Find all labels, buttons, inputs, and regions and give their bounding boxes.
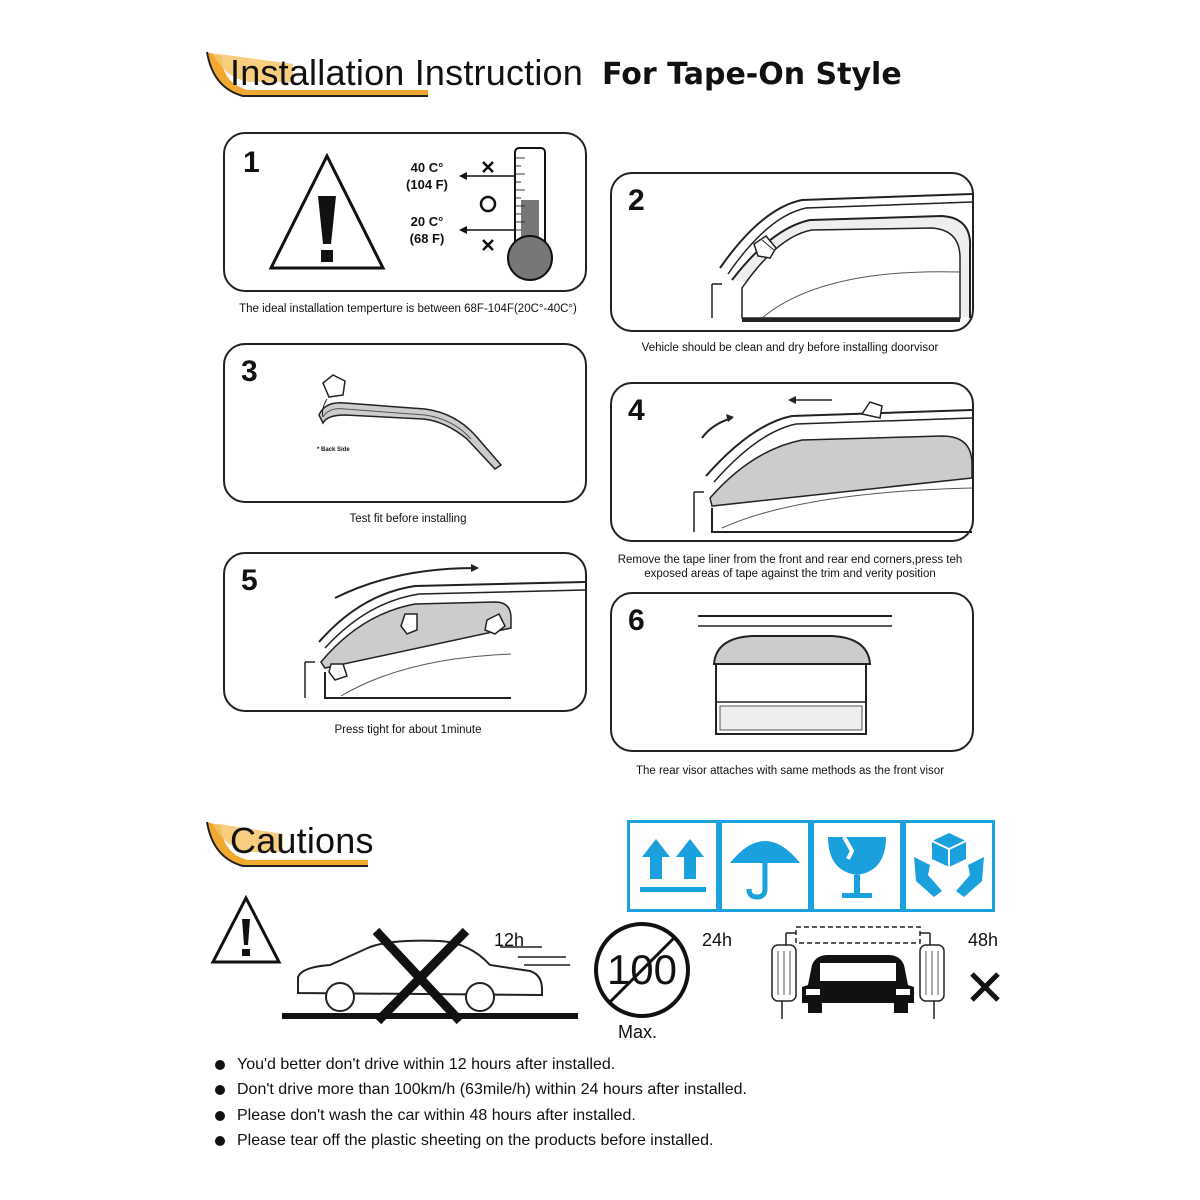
bullet-icon bbox=[215, 1085, 225, 1095]
caution-text: Please don't wash the car within 48 hours after installed. bbox=[237, 1106, 636, 1124]
list-item bbox=[215, 1129, 747, 1155]
temp-low-f: (68 F) bbox=[409, 231, 445, 246]
no-car-wash-icon bbox=[768, 925, 948, 1025]
step-number: 1 bbox=[243, 146, 260, 179]
this-way-up-icon bbox=[627, 820, 719, 912]
temp-low-c: 20 C° bbox=[410, 214, 444, 229]
step-4-panel bbox=[610, 382, 974, 542]
cautions-heading: Cautions bbox=[230, 820, 374, 861]
step-number: 5 bbox=[241, 564, 258, 597]
step-6-caption: The rear visor attaches with same methods as the front visor bbox=[635, 765, 945, 777]
keep-dry-umbrella-icon bbox=[719, 820, 811, 912]
caution-warning-icon bbox=[210, 895, 282, 965]
list-item bbox=[215, 1052, 747, 1078]
step-2-panel bbox=[610, 172, 974, 332]
cross-icon bbox=[968, 970, 1002, 1004]
label-24h: 24h bbox=[702, 930, 733, 950]
step-4-caption bbox=[605, 553, 975, 581]
cautions-list bbox=[215, 1052, 747, 1154]
page-subtitle: For Tape-On Style bbox=[602, 57, 902, 92]
bullet-icon bbox=[215, 1111, 225, 1121]
tape-liner-removal-illustration bbox=[692, 388, 972, 538]
step-1-caption: The ideal installation temperture is between 68F-104F(20C°-40C°) bbox=[239, 303, 577, 315]
step-5-caption: Press tight for about 1minute bbox=[334, 724, 482, 736]
bullet-icon bbox=[215, 1136, 225, 1146]
speed-limit-max: Max. bbox=[618, 1022, 658, 1042]
fragile-glass-icon bbox=[811, 820, 903, 912]
no-driving-car-icon bbox=[280, 925, 580, 1025]
step-3-caption: Test fit before installing bbox=[349, 513, 467, 525]
back-side-note: * Back Side bbox=[317, 447, 350, 453]
step-2-caption: Vehicle should be clean and dry before installing doorvisor bbox=[641, 342, 939, 354]
visor-back-side-illustration bbox=[305, 365, 525, 475]
label-12h: 12h bbox=[494, 930, 525, 950]
step-4-caption-line-2: exposed areas of tape against the trim and verity position bbox=[644, 568, 936, 580]
handle-with-care-icon bbox=[903, 820, 995, 912]
caution-text: Please tear off the plastic sheeting on the products before installed. bbox=[237, 1132, 714, 1150]
label-48h: 48h bbox=[968, 930, 999, 950]
step-number: 3 bbox=[241, 355, 258, 388]
warning-icon bbox=[267, 152, 387, 272]
door-visor-cleaning-illustration bbox=[702, 188, 972, 328]
step-4-caption-line-1: Remove the tape liner from the front and rear end corners,press teh bbox=[617, 554, 963, 566]
step-5-panel bbox=[223, 552, 587, 712]
step-3-panel bbox=[223, 343, 587, 503]
bullet-icon bbox=[215, 1060, 225, 1070]
press-visor-illustration bbox=[295, 558, 585, 708]
thermometer-icon bbox=[453, 142, 563, 287]
step-1-panel bbox=[223, 132, 587, 292]
page-title: Installation Instruction bbox=[230, 52, 583, 93]
step-number: 2 bbox=[628, 184, 645, 217]
rear-visor-illustration bbox=[692, 608, 892, 738]
list-item bbox=[215, 1078, 747, 1104]
temp-high-f: (104 F) bbox=[406, 177, 448, 192]
speed-limit-value: 100 bbox=[606, 946, 678, 993]
caution-text: You'd better don't drive within 12 hours after installed. bbox=[237, 1055, 616, 1073]
caution-text: Don't drive more than 100km/h (63mile/h) within 24 hours after installed. bbox=[237, 1081, 747, 1099]
step-number: 4 bbox=[628, 394, 645, 427]
list-item bbox=[215, 1103, 747, 1129]
step-number: 6 bbox=[628, 604, 645, 637]
temp-high-c: 40 C° bbox=[410, 160, 444, 175]
step-6-panel bbox=[610, 592, 974, 752]
